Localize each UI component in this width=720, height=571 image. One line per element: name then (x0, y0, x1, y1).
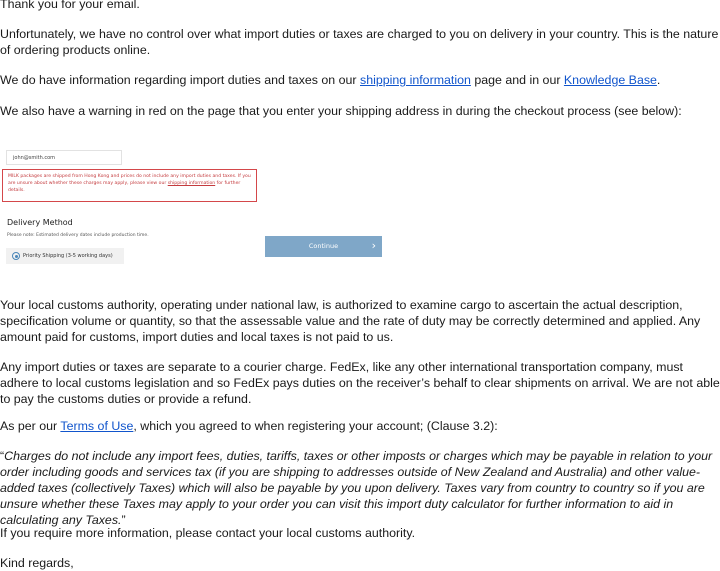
quote-open: “ (0, 449, 5, 463)
warning-intro-paragraph: We also have a warning in red on the page that you enter your shipping address in during the checkout process (see below): (0, 104, 682, 118)
courier-paragraph: Any import duties or taxes are separate to a courier charge. FedEx, like any other international transportation company, must adhere to local customs legislation and so FedEx pays duties on the receiver’s behalf to clear shipments on arrival. We are not able to pay the customs duties or provide a refund. (0, 360, 720, 406)
continue-button (265, 236, 382, 257)
info-paragraph (0, 72, 720, 88)
info-text-middle: page and in our (470, 73, 564, 87)
no-control-paragraph: Unfortunately, we have no control over what import duties or taxes are charged to you on delivery in your country. This is the nature of ordering products online. (0, 27, 719, 57)
email-field: john@smith.com (6, 150, 122, 165)
shipping-option-label: Priority Shipping (3-5 working days) (23, 253, 113, 259)
priority-shipping-option (6, 248, 124, 264)
terms-paragraph (0, 418, 720, 434)
quote-close: ” (121, 513, 126, 527)
terms-text-before: As per our (0, 419, 61, 433)
knowledge-base-link[interactable]: Knowledge Base (563, 73, 657, 87)
radio-selected-icon (12, 252, 20, 260)
info-text-after: . (656, 73, 661, 87)
continue-label: Continue (308, 242, 339, 250)
clause-quote (0, 448, 720, 528)
customs-authority-paragraph: Your local customs authority, operating under national law, is authorized to examine cargo to ascertain the actual description, specification volume or quantity, so that the assessable value and the rate of duty may be correctly determined and applied. Any amount paid for customs, import duties and local taxes is not paid to us. (0, 298, 701, 344)
delivery-method-title: Delivery Method (7, 218, 73, 227)
checkout-screenshot (0, 140, 400, 270)
terms-of-use-link[interactable]: Terms of Use (60, 419, 134, 433)
warning-text-after: for further details. (8, 181, 241, 193)
sign-off: Kind regards, (0, 556, 74, 570)
more-info-paragraph: If you require more information, please contact your local customs authority. (0, 526, 416, 540)
info-text-before: We do have information regarding import duties and taxes on our (0, 73, 360, 87)
clause-text: Charges do not include any import fees, duties, tariffs, taxes or other imposts or charges which may be payable in relation to your order including goods and services tax (if you are shipping to addresses outside of New Zealand and Australia) and other value-added taxes (collectively Taxes) which will also be payable by you upon delivery. Taxes vary from country to country so if you are unsure whether these Taxes may apply to your order you can visit this import duty calculator for further information to aid in calculating any Taxes. (0, 449, 713, 527)
warning-text-before: MILK packages are shipped from Hong Kong and prices do not include any import duties and taxes. If you are unsure about whether these charges may apply, please view our (8, 174, 251, 186)
shipping-information-link[interactable]: shipping information (360, 73, 471, 87)
terms-text-after: , which you agreed to when registering your account; (Clause 3.2): (133, 419, 498, 433)
greeting-text: Thank you for your email. (0, 0, 140, 11)
chevron-right-icon: › (371, 239, 376, 252)
warning-shipping-link: shipping information (167, 181, 216, 186)
delivery-note: Please note: Estimated delivery dates include production time. (7, 233, 149, 238)
import-duty-warning (2, 169, 257, 202)
